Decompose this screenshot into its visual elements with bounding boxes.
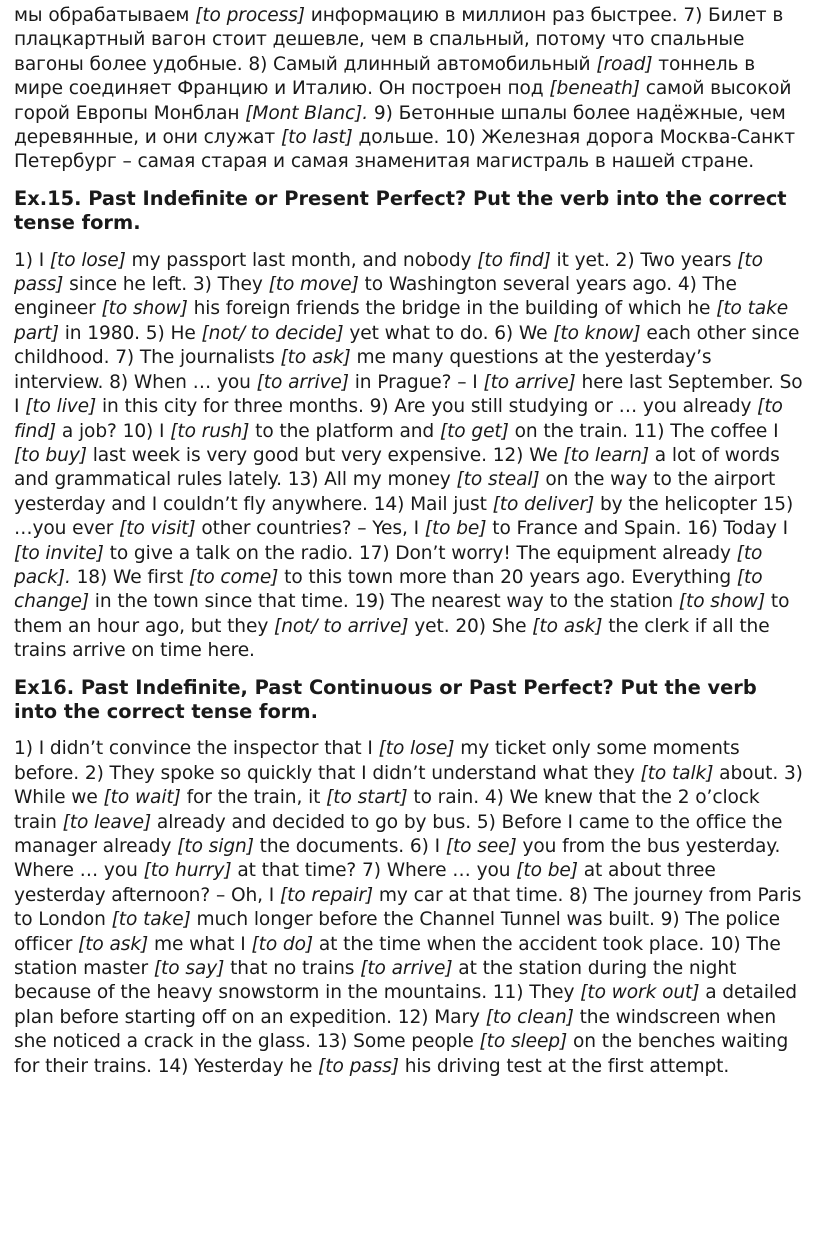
verb-prompt: [to lose] [378,738,455,760]
text-run: 9) Бетонные шпалы более надёжные, чем деревянные, и они служат [14,102,786,149]
text-run: информацию в миллион раз быстрее. 7) Билет в плацкартный вагон стоит дешевле, чем в спальный, потому что спальные вагоны более удобные. 8) Самый длинный автомобильный [14,5,784,75]
verb-prompt: [to wait] [103,787,181,809]
text-run: already and decided to go by bus. 5) Before I came to the office the manager already [14,811,783,857]
text-run: yet. 20) She [408,615,533,637]
text-run: at the station during the night because of the heavy snowstorm in the mountains. 11) They [14,958,737,1004]
text-run: my passport last month, and nobody [125,249,478,271]
verb-prompt: [to get] [439,420,509,442]
verb-prompt: [to sleep] [479,1031,568,1053]
text-run: at that time? 7) Where … you [231,860,517,882]
verb-prompt: [to show] [678,591,766,613]
verb-prompt: [to last] [280,127,353,149]
text-run: other countries? – Yes, I [195,518,425,540]
verb-prompt: [to find] [477,249,551,271]
verb-prompt: [to leave] [62,811,152,833]
text-run: to France and Spain. 16) Today I [486,518,789,540]
text-run: his driving test at the first attempt. [398,1055,730,1077]
verb-prompt: [to talk] [640,762,714,784]
verb-prompt: [beneath] [549,78,640,100]
text-run: in 1980. 5) He [58,322,202,344]
verb-prompt: [to arrive] [360,958,453,980]
verb-prompt: [to pass] [14,249,763,296]
text-run: about. 3) While we [14,762,803,809]
exercise-paragraph [14,737,804,1079]
verb-prompt: [to work out] [580,982,700,1004]
verb-prompt: [to sign] [177,836,254,857]
text-run: here last September. So I [14,371,803,418]
text-run: 1) I [14,249,50,271]
text-run: to them an hour ago, but they [14,591,790,637]
verb-prompt: [to repair] [280,884,374,906]
text-run: last week is very good but very expensive. 12) We [86,444,564,466]
text-run: the clerk if all the trains arrive on time here. [14,615,770,662]
verb-prompt: [to buy] [14,444,87,466]
verb-prompt: [to do] [251,933,314,955]
text-run: 1) I didn’t convince the inspector that I [14,738,379,760]
verb-prompt: [to arrive] [483,371,576,393]
text-run: in the town since that time. 19) The nearest way to the station [88,591,679,613]
text-run: me what I [148,933,252,955]
text-run: to give a talk on the radio. 17) Don’t worry! The equipment already [103,542,737,564]
text-run: since he left. 3) They [63,274,269,296]
verb-prompt: [to say] [153,958,225,980]
text-run: a lot of words and grammatical rules lately. 13) All my money [14,444,780,491]
verb-prompt: [to be] [516,860,578,882]
verb-prompt: [to change] [14,566,763,613]
exercise-heading: Ex.15. Past Indefinite or Present Perfect? Put the verb into the correct tense form. [14,186,787,235]
text-run: at about three yesterday afternoon? – Oh, I [14,860,716,906]
verb-prompt: [to take part] [14,298,789,344]
verb-prompt: [to deliver] [492,493,595,515]
text-run: to this town more than 20 years ago. Everything [278,566,737,588]
exercise-paragraph [14,4,804,175]
verb-prompt: [to ask] [280,347,351,369]
text-run: in Prague? – I [348,371,484,393]
text-run: the documents. 6) I [253,836,446,857]
verb-prompt: [to clean] [485,1006,574,1028]
text-run: on the benches waiting for their trains. 14) Yesterday he [14,1031,789,1077]
verb-prompt: [to be] [424,518,487,540]
text-run: by the helicopter 15) …you ever [14,493,794,540]
verb-prompt: [to steal] [456,469,540,491]
text-run: each other since childhood. 7) The journalists [14,322,800,369]
text-run: дольше. 10) Железная дорога Москва-Санкт Петербург – самая старая и самая знаменитая магистраль в нашей стране. [14,127,796,173]
text-run: to rain. 4) We knew that the 2 o’clock train [14,787,760,833]
text-run: тоннель в мире соединяет Францию и Италию. Он построен под [14,53,756,100]
verb-prompt: [to ask] [532,615,603,637]
verb-prompt: [road] [596,53,653,75]
verb-prompt: [to know] [553,322,641,344]
text-run: the windscreen when she noticed a crack in the glass. 13) Some people [14,1006,777,1053]
text-run: much longer before the Channel Tunnel was built. 9) The police officer [14,909,780,955]
verb-prompt: [to invite] [14,542,104,564]
verb-prompt: [to find] [14,396,783,442]
text-run: yet what to do. 6) We [343,322,554,344]
text-run: мы обрабатываем [14,5,196,26]
verb-prompt: [to pass] [318,1055,399,1077]
text-run: that no trains [224,958,361,980]
text-run: at the time when the accident took place. 10) The station master [14,933,781,980]
text-run: it yet. 2) Two years [550,249,738,271]
verb-prompt: [to pack]. [14,542,763,588]
verb-prompt: [Mont Blanc]. [245,102,369,124]
text-run: on the train. 11) The coffee I [508,420,779,442]
text-run: to Washington several years ago. 4) The engineer [14,274,737,320]
verb-prompt: [to take] [111,909,191,931]
text-run: my ticket only some moments before. 2) They spoke so quickly that I didn’t understand what they [14,738,740,784]
verb-prompt: [to show] [101,298,188,320]
verb-prompt: [to lose] [49,249,126,271]
text-run: самой высокой горой Европы Монблан [14,78,792,124]
text-run: his foreign friends the bridge in the building of which he [187,298,717,320]
verb-prompt: [not/ to decide] [201,322,344,344]
verb-prompt: [to live] [25,396,97,418]
text-run: a detailed plan before starting off on an expedition. 12) Mary [14,982,798,1028]
text-run: in this city for three months. 9) Are you still studying or … you already [96,396,758,418]
verb-prompt: [to see] [445,836,517,857]
text-run: a job? 10) I [56,420,171,442]
text-run: you from the bus yesterday. Where … you [14,836,781,882]
text-run: to the platform and [249,420,440,442]
text-run: my car at that time. 8) The journey from Paris to London [14,884,802,931]
text-run: 18) We first [70,566,189,588]
exercise-heading: Ex16. Past Indefinite, Past Continuous or Past Perfect? Put the verb into the correct tense form. [14,675,757,723]
verb-prompt: [to visit] [119,518,196,540]
verb-prompt: [to come] [189,566,279,588]
verb-prompt: [to rush] [170,420,250,442]
text-run: for the train, it [180,787,327,809]
exercise-paragraph [14,249,804,664]
verb-prompt: [to arrive] [256,371,349,393]
verb-prompt: [to ask] [78,933,149,955]
verb-prompt: [to process] [195,5,305,26]
text-run: on the way to the airport yesterday and I couldn’t fly anywhere. 14) Mail just [14,469,776,515]
verb-prompt: [not/ to arrive] [274,615,409,637]
verb-prompt: [to move] [268,274,359,296]
text-run: me many questions at the yesterday’s interview. 8) When … you [14,347,712,393]
verb-prompt: [to start] [326,787,408,809]
verb-prompt: [to learn] [563,444,649,466]
verb-prompt: [to hurry] [143,860,232,882]
